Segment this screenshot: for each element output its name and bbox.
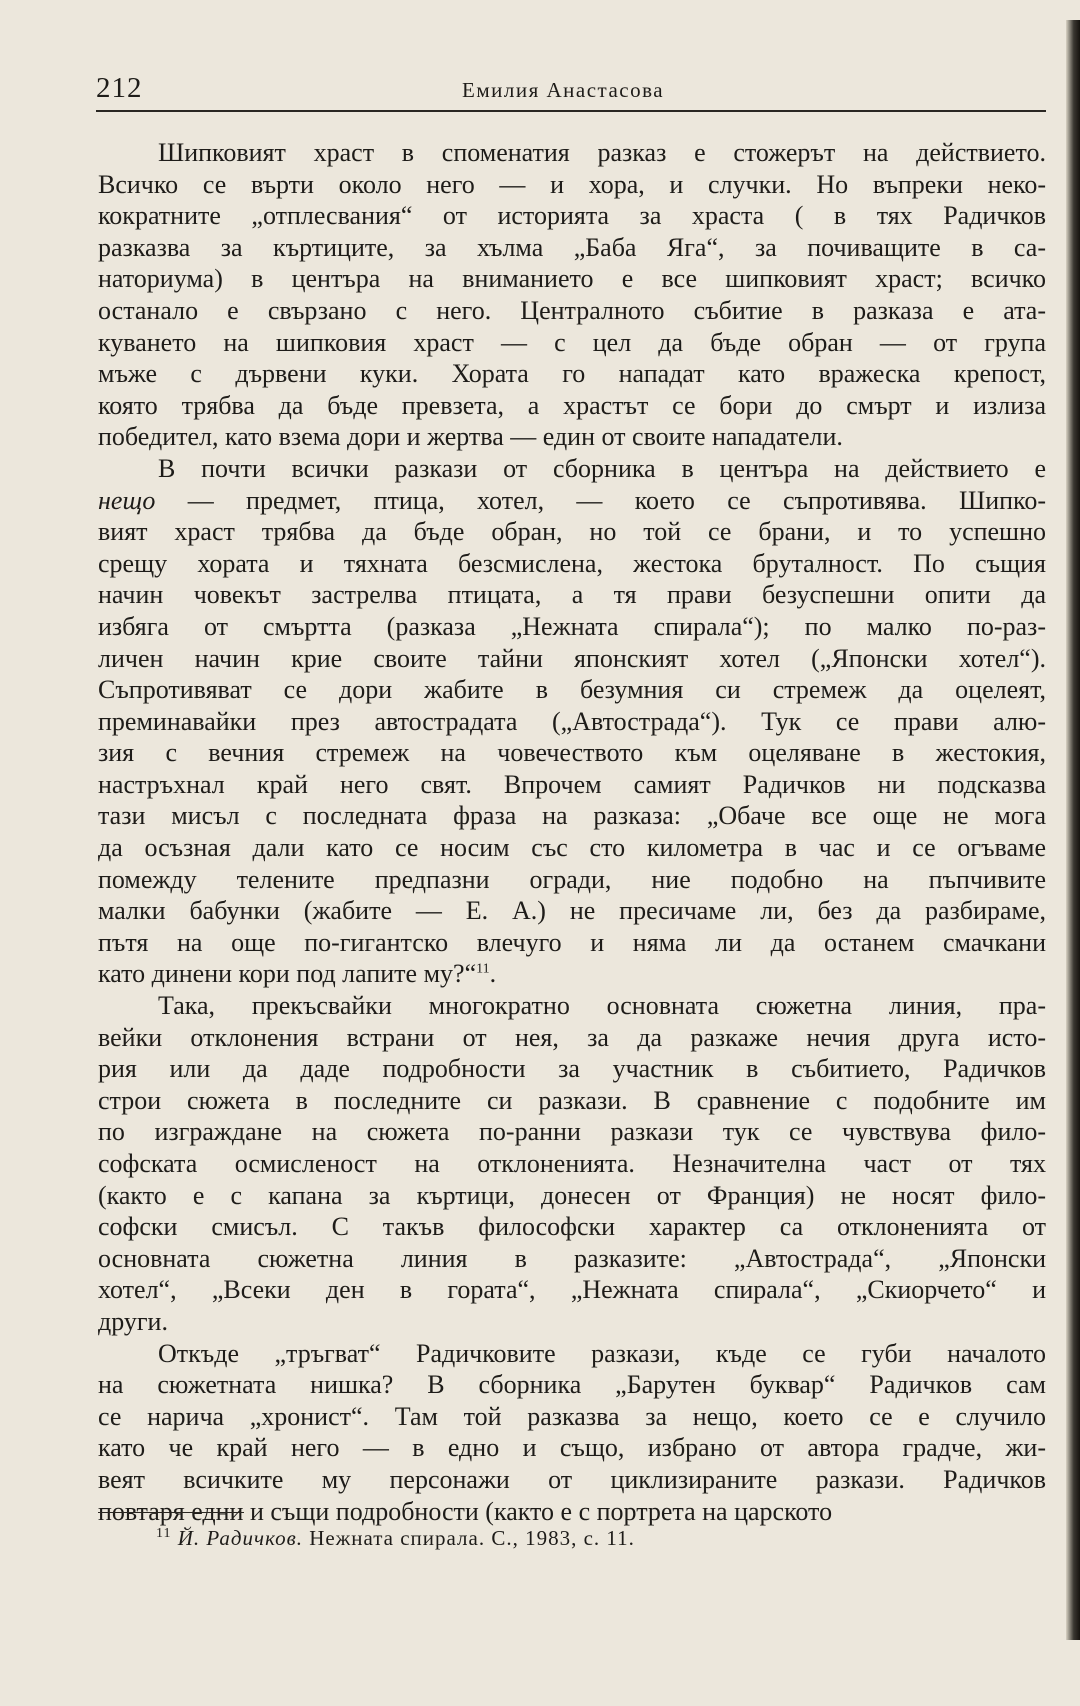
text-run: останало е свързано с него. Централното събитие в разказа е ата- [98,295,1046,325]
footnote-rule [98,1512,244,1513]
text-run: която трябва да бъде превзета, а храстът се бори до смърт и излиза [98,390,1046,420]
text-run: вият храст трябва да бъде обран, но той се брани, и то успешно [98,517,1046,547]
footnote-text: Нежната спирала. С., 1983, с. 11. [309,1526,635,1550]
page-number: 212 [96,72,143,104]
text-run: веят всичките му персонажи от циклизираните разкази. Радичков [98,1464,1046,1494]
text-line [98,706,1046,738]
page-edge-shadow [1066,20,1080,1640]
text-line [98,611,1046,643]
text-line [98,200,1046,232]
text-line [98,485,1046,517]
text-run: В почти всички разкази от сборника в центъра на действието е [158,453,1046,483]
text-run: победител, като взема дори и жертва — един от своите нападатели. [98,422,843,452]
text-run: рия или да даде подробности за участник в събитието, Радичков [98,1054,1046,1084]
text-line [98,1180,1046,1212]
text-run: на сюжетната нишка? В сборника „Барутен буквар“ Радичков сам [98,1370,1046,1400]
text-run: да осъзная дали като се носим със сто километра в час и се огъваме [98,833,1046,863]
text-line [98,1148,1046,1180]
text-line [98,232,1046,264]
text-line [98,674,1046,706]
text-run: строи сюжета в последните си разкази. В сравнение с подобните им [98,1085,1046,1115]
text-run: Така, прекъсвайки многократно основната сюжетна линия, пра- [158,991,1046,1021]
text-run: зия с вечния стремеж на човечеството към оцеляване в жестокия, [98,738,1046,768]
text-run: хотел“, „Всеки ден в гората“, „Нежната спирала“, „Скиорчето“ и [98,1275,1046,1305]
text-line [98,832,1046,864]
text-line [98,1085,1046,1117]
text-line [98,1116,1046,1148]
text-run: настръхнал край него свят. Впрочем самият Радичков ни подсказва [98,769,1046,799]
text-run: Шипковият храст в споменатия разказ е стожерът на действието. [158,138,1046,167]
text-line [98,169,1046,201]
text-run: . [489,959,497,989]
header-rule [96,110,1046,112]
text-line [98,1306,1046,1338]
text-line [98,579,1046,611]
text-run: Съпротивяват се дори жабите в безумния си стремеж да оцелеят, [98,675,1046,705]
text-run: куването на шипковия храст — с цел да бъде обран — от група [98,327,1046,357]
text-run: разказва за къртиците, за хълма „Баба Яга“, за почиващите в са- [98,232,1046,262]
text-run: срещу хората и тяхната безсмислена, жестока бруталност. По същия [98,548,1046,578]
text-line [98,390,1046,422]
text-line [98,1274,1046,1306]
text-run: наториума) в центъра на вниманието е все шипковият храст; всичко [98,264,1046,294]
text-line [98,1432,1046,1464]
text-line [98,737,1046,769]
text-line [98,864,1046,896]
text-line [98,895,1046,927]
text-run: — предмет, птица, хотел, — което се съпротивява. Шипко- [155,485,1046,515]
text-line [98,958,1046,990]
text-run: Откъде „тръгват“ Радичковите разкази, къде се губи началото [158,1338,1046,1368]
footnote-number: 11 [156,1526,172,1541]
footnote-reference: 11 [476,961,490,977]
text-run: основната сюжетна линия в разказите: „Автострада“, „Японски [98,1243,1046,1273]
text-run: личен начин крие своите тайни японският хотел („Японски хотел“). [98,643,1046,673]
text-line [98,769,1046,801]
text-run: пътя на още по-гигантско влечуго и няма ли да останем смачкани [98,927,1046,957]
text-line [98,1338,1046,1370]
footnote [156,1526,635,1551]
footnote-author: Й. Радичков. [177,1526,303,1550]
text-run: други. [98,1306,168,1336]
emphasized-word: нещо [98,485,156,515]
text-line [98,327,1046,359]
text-run: софски смисъл. С такъв философски характер са отклоненията от [98,1212,1046,1242]
text-line [98,1243,1046,1275]
text-run: начин човекът застрелва птицата, а тя прави безуспешни опити да [98,580,1046,610]
text-run: помежду телените предпазни огради, ние подобно на пъпчивите [98,864,1046,894]
running-title: Емилия Анастасова [462,78,665,102]
body-text [98,137,1046,1527]
text-line [98,548,1046,580]
page-header [96,72,1046,112]
text-line [98,295,1046,327]
text-line [98,1053,1046,1085]
text-line [98,643,1046,675]
text-line [98,1211,1046,1243]
text-run: се нарича „хронист“. Там той разказва за нещо, което се е случило [98,1401,1046,1431]
text-line [98,516,1046,548]
text-run: по изграждане на сюжета по-ранни разкази тук се чувствува фило- [98,1117,1046,1147]
text-line [98,1401,1046,1433]
text-line [98,358,1046,390]
text-line [98,263,1046,295]
text-run: мъже с дървени куки. Хората го нападат като вражеска крепост, [98,359,1046,389]
text-run: малки бабунки (жабите — Е. А.) не пресичаме ли, без да разбираме, [98,896,1046,926]
text-line [98,800,1046,832]
text-line [98,927,1046,959]
text-run: тази мисъл с последната фраза на разказа: „Обаче все още не мога [98,801,1046,831]
text-line [98,1022,1046,1054]
text-run: като динени кори под лапите му?“ [98,959,477,989]
text-line [98,421,1046,453]
text-line [98,453,1046,485]
text-run: вейки отклонения встрани от нея, за да разкаже нечия друга исто- [98,1022,1046,1052]
text-run: кократните „отплесвания“ от историята за храста ( в тях Радичков [98,201,1046,231]
text-run: преминавайки през автострадата („Автострада“). Тук се прави алю- [98,706,1046,736]
text-run: (както е с капана за къртици, донесен от Франция) не носят фило- [98,1180,1046,1210]
text-run: повтаря едни и същи подробности (както е с портрета на царското [98,1496,833,1526]
text-run: Всичко се върти около него — и хора, и случки. Но въпреки неко- [98,169,1046,199]
text-line [98,990,1046,1022]
text-line [98,1464,1046,1496]
text-line [98,1369,1046,1401]
text-run: избяга от смъртта (разказа „Нежната спирала“); по малко по-раз- [98,611,1046,641]
text-run: софската осмисленост на отклоненията. Незначителна част от тях [98,1149,1046,1178]
text-line [98,137,1046,169]
text-run: като че край него — в едно и също, избрано от автора градче, жи- [98,1433,1046,1463]
